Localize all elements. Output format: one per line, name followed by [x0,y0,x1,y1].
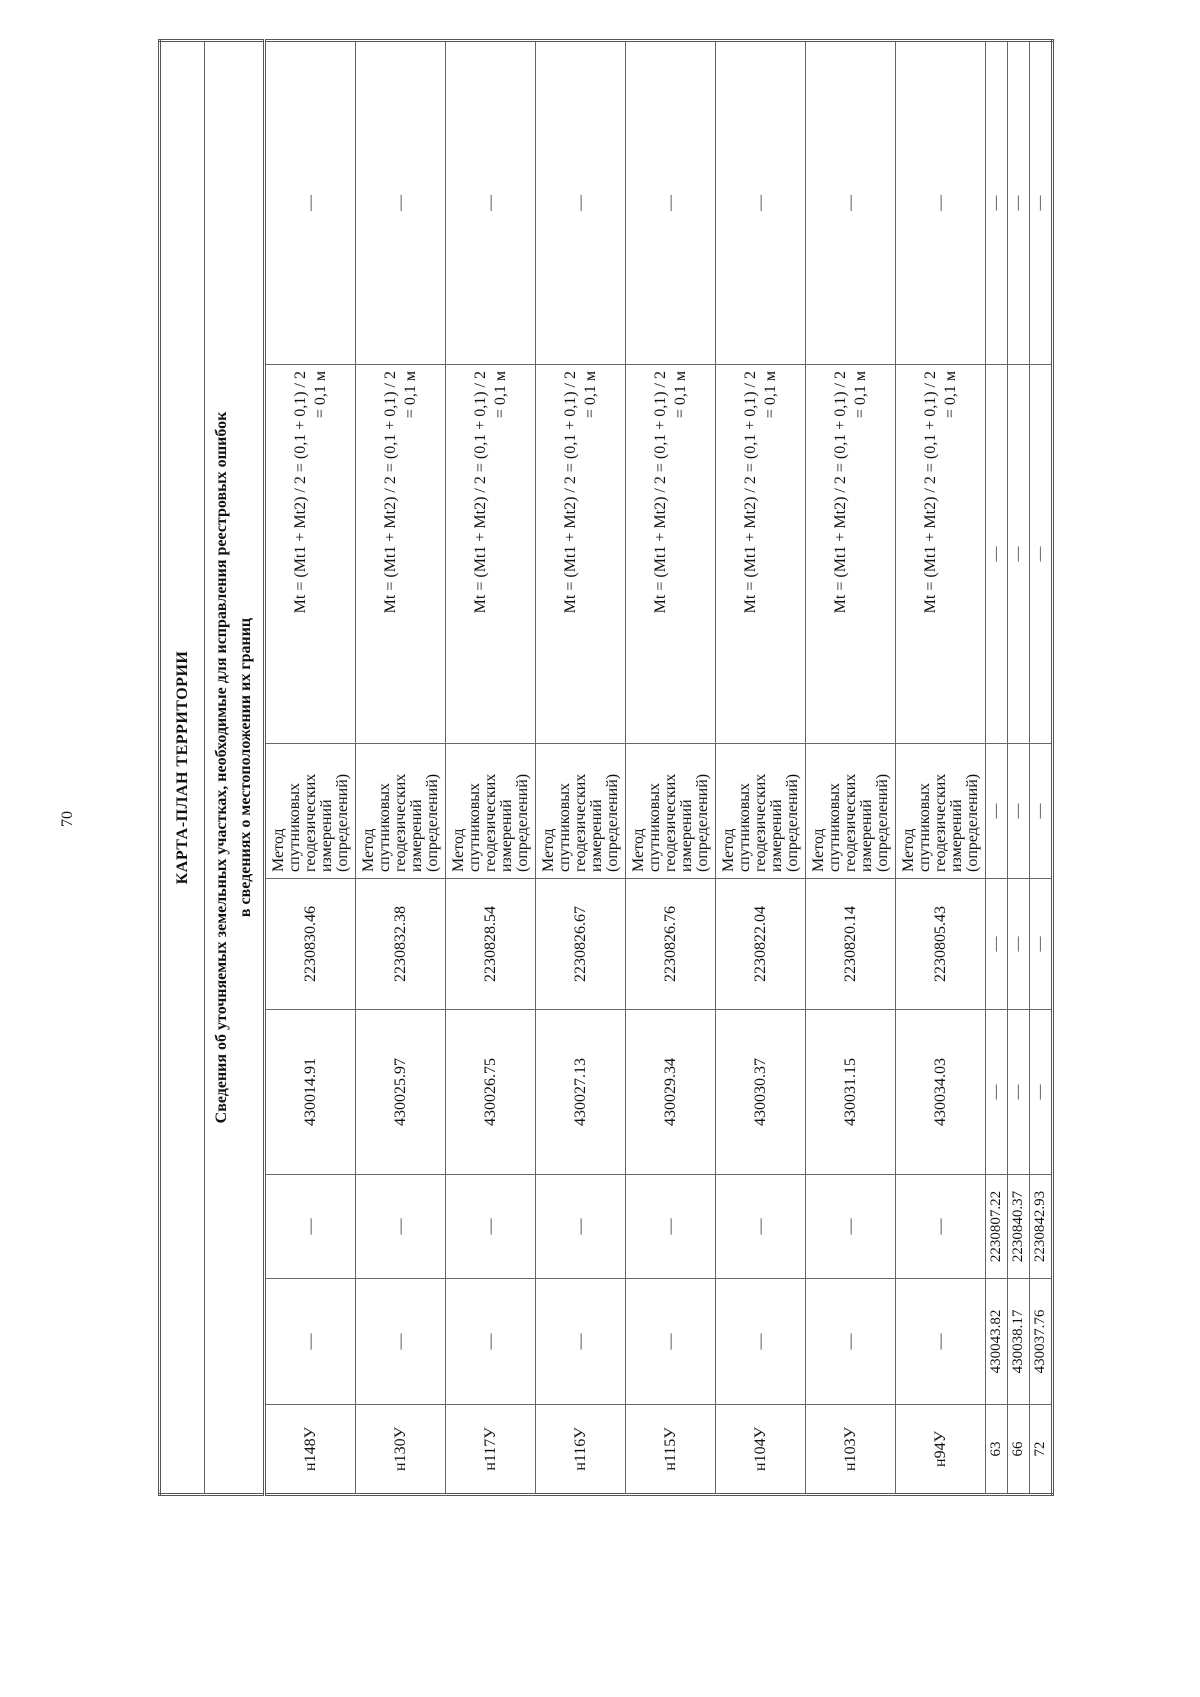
method-line: (определений) [513,773,531,872]
point-name-cell: н130У [356,1405,446,1495]
old-y-cell: — [265,1175,356,1279]
method-line: Метод спутниковых [719,782,753,872]
new-y-cell: 2230830.46 [265,879,356,1010]
subtitle-line-1: Сведения об уточняемых земельных участках, необходимые для исправления реестровых ошибок [213,411,230,1124]
method-line: измерений [407,799,425,872]
method-line: геодезических [301,773,319,872]
method-cell: — [1030,744,1053,879]
new-y-cell: 2230826.67 [536,879,626,1010]
formula-line: Mt = (Mt1 + Mt2) / 2 = (0,1 + 0,1) / 2 [741,371,759,614]
method-line: измерений [497,799,515,872]
table-row [1030,40,1053,1494]
old-y-cell: — [536,1175,626,1279]
table-row [536,40,626,1494]
method-line: (определений) [963,773,981,872]
method-line: (определений) [333,773,351,872]
formula-line: Mt = (Mt1 + Mt2) / 2 = (0,1 + 0,1) / 2 [921,371,939,614]
method-line: Метод спутниковых [809,782,843,872]
point-name-cell: 63 [986,1405,1008,1495]
old-y-cell: 2230807.22 [986,1175,1008,1279]
old-y-cell: — [356,1175,446,1279]
accuracy-formula-cell [265,365,356,744]
point-name-cell: н116У [536,1405,626,1495]
new-y-cell: — [986,879,1008,1010]
table-row [446,40,536,1494]
rotated-page-content [158,142,1051,1496]
method-line: измерений [677,799,695,872]
note-cell: — [446,40,536,364]
method-cell [356,744,446,879]
new-y-cell: 2230805.43 [896,879,986,1010]
accuracy-formula-cell [626,365,716,744]
method-line: геодезических [391,773,409,872]
table-row [1008,40,1030,1494]
old-x-cell: 430038.17 [1008,1279,1030,1405]
method-line: Метод спутниковых [269,782,303,872]
old-x-cell: — [446,1279,536,1405]
old-x-cell: — [896,1279,986,1405]
note-cell: — [896,40,986,364]
method-cell [446,744,536,879]
formula-line: Mt = (Mt1 + Mt2) / 2 = (0,1 + 0,1) / 2 [381,371,399,614]
method-cell: — [1008,744,1030,879]
old-y-cell: — [626,1175,716,1279]
formula-line: = 0,1 м [671,371,689,419]
method-line: (определений) [603,773,621,872]
old-y-cell: 2230840.37 [1008,1175,1030,1279]
method-line: геодезических [661,773,679,872]
old-y-cell: 2230842.93 [1030,1175,1053,1279]
method-line: Метод спутниковых [539,782,573,872]
accuracy-formula-cell: — [1008,365,1030,744]
new-x-cell: 430034.03 [896,1010,986,1175]
formula-line: = 0,1 м [941,371,959,419]
method-line: геодезических [571,773,589,872]
old-y-cell: — [716,1175,806,1279]
method-cell [896,744,986,879]
formula-line: Mt = (Mt1 + Mt2) / 2 = (0,1 + 0,1) / 2 [291,371,309,614]
method-line: Метод спутниковых [449,782,483,872]
method-cell: — [986,744,1008,879]
accuracy-formula-cell: — [986,365,1008,744]
table-row [626,40,716,1494]
note-cell: — [356,40,446,364]
point-name-cell: н117У [446,1405,536,1495]
new-x-cell: 430030.37 [716,1010,806,1175]
accuracy-formula-cell [716,365,806,744]
method-line: (определений) [783,773,801,872]
method-line: измерений [767,799,785,872]
method-line: измерений [317,799,335,872]
note-cell: — [536,40,626,364]
method-line: (определений) [693,773,711,872]
new-y-cell: 2230820.14 [806,879,896,1010]
new-x-cell: — [1030,1010,1053,1175]
formula-line: = 0,1 м [761,371,779,419]
accuracy-formula-cell: — [1030,365,1053,744]
old-x-cell: — [265,1279,356,1405]
table-row [265,40,356,1494]
old-y-cell: — [446,1175,536,1279]
page-title: КАРТА-ПЛАН ТЕРРИТОРИИ [160,40,205,1494]
table-row [986,40,1008,1494]
point-name-cell: н94У [896,1405,986,1495]
subtitle-line-2: в сведениях о местоположении их границ [237,617,254,918]
new-x-cell: 430031.15 [806,1010,896,1175]
new-y-cell: 2230828.54 [446,879,536,1010]
new-y-cell: 2230826.76 [626,879,716,1010]
table-row [896,40,986,1494]
method-line: измерений [857,799,875,872]
new-y-cell: 2230822.04 [716,879,806,1010]
method-line: Метод спутниковых [629,782,663,872]
method-line: Метод спутниковых [359,782,393,872]
formula-line: = 0,1 м [401,371,419,419]
table-row [356,40,446,1494]
old-x-cell: — [356,1279,446,1405]
old-x-cell: — [806,1279,896,1405]
old-y-cell: — [896,1175,986,1279]
page-number: 70 [59,811,76,827]
method-line: геодезических [931,773,949,872]
note-cell: — [716,40,806,364]
point-name-cell: 66 [1008,1405,1030,1495]
note-cell: — [265,40,356,364]
point-name-cell: 72 [1030,1405,1053,1495]
old-y-cell: — [806,1175,896,1279]
formula-line: = 0,1 м [851,371,869,419]
method-line: геодезических [481,773,499,872]
method-line: измерений [587,799,605,872]
new-x-cell: 430026.75 [446,1010,536,1175]
table-subtitle [205,40,265,1494]
formula-line: Mt = (Mt1 + Mt2) / 2 = (0,1 + 0,1) / 2 [831,371,849,614]
method-line: измерений [947,799,965,872]
method-cell [536,744,626,879]
method-cell [265,744,356,879]
accuracy-formula-cell [536,365,626,744]
table-row [716,40,806,1494]
note-cell: — [1030,40,1053,364]
new-x-cell: 430027.13 [536,1010,626,1175]
point-name-cell: н115У [626,1405,716,1495]
point-name-cell: н103У [806,1405,896,1495]
new-x-cell: 430029.34 [626,1010,716,1175]
formula-line: = 0,1 м [581,371,599,419]
method-line: Метод спутниковых [899,782,933,872]
coordinates-table [158,39,1054,1496]
formula-line: = 0,1 м [491,371,509,419]
old-x-cell: — [716,1279,806,1405]
method-cell [626,744,716,879]
accuracy-formula-cell [356,365,446,744]
method-line: геодезических [751,773,769,872]
table-row [806,40,896,1494]
point-name-cell: н148У [265,1405,356,1495]
old-x-cell: 430043.82 [986,1279,1008,1405]
old-x-cell: — [626,1279,716,1405]
formula-line: = 0,1 м [311,371,329,419]
formula-line: Mt = (Mt1 + Mt2) / 2 = (0,1 + 0,1) / 2 [561,371,579,614]
new-x-cell: — [1008,1010,1030,1175]
note-cell: — [806,40,896,364]
accuracy-formula-cell [446,365,536,744]
method-cell [806,744,896,879]
accuracy-formula-cell [896,365,986,744]
new-y-cell: — [1008,879,1030,1010]
method-line: (определений) [873,773,891,872]
point-name-cell: н104У [716,1405,806,1495]
new-y-cell: 2230832.38 [356,879,446,1010]
note-cell: — [1008,40,1030,364]
new-x-cell: 430025.97 [356,1010,446,1175]
method-line: (определений) [423,773,441,872]
formula-line: Mt = (Mt1 + Mt2) / 2 = (0,1 + 0,1) / 2 [471,371,489,614]
new-y-cell: — [1030,879,1053,1010]
note-cell: — [626,40,716,364]
accuracy-formula-cell [806,365,896,744]
method-line: геодезических [841,773,859,872]
new-x-cell: — [986,1010,1008,1175]
formula-line: Mt = (Mt1 + Mt2) / 2 = (0,1 + 0,1) / 2 [651,371,669,614]
old-x-cell: — [536,1279,626,1405]
note-cell: — [986,40,1008,364]
new-x-cell: 430014.91 [265,1010,356,1175]
old-x-cell: 430037.76 [1030,1279,1053,1405]
method-cell [716,744,806,879]
